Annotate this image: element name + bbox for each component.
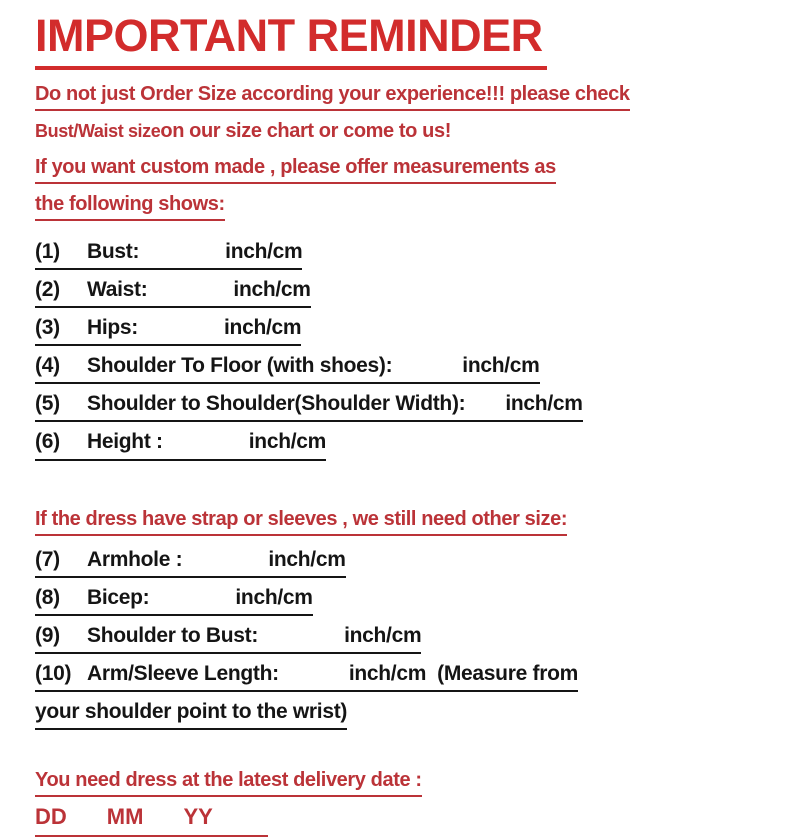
date-field-mm: MM	[106, 804, 144, 830]
page-title: IMPORTANT REMINDER	[35, 12, 547, 70]
date-fields	[35, 804, 268, 836]
measurement-item-10-continuation: your shoulder point to the wrist)	[35, 700, 347, 730]
strap-note-row	[35, 507, 770, 536]
item-number: (3)	[35, 315, 60, 339]
measurement-row	[35, 548, 770, 578]
measurement-item-1	[35, 240, 302, 270]
bust-waist-emphasis: Bust/Waist size	[35, 120, 161, 141]
measurement-row	[35, 662, 770, 692]
item-label: Bicep:	[87, 585, 150, 609]
date-field-dd: DD	[35, 804, 67, 830]
measurement-row	[35, 240, 770, 270]
measurement-row	[35, 316, 770, 346]
measurement-item-3	[35, 316, 301, 346]
item-label: Shoulder to Shoulder(Shoulder Width):	[87, 392, 466, 416]
item-unit: inch/cm	[235, 585, 313, 609]
item-unit: inch/cm	[505, 392, 583, 416]
measurement-item-4	[35, 354, 540, 384]
item-unit: inch/cm	[225, 239, 303, 263]
item-label: Bust:	[87, 239, 140, 263]
order-size-warning: Do not just Order Size according your experience!!! please check	[35, 82, 630, 111]
delivery-row	[35, 768, 770, 797]
date-field-yy: YY	[183, 804, 213, 830]
measurement-list-extra	[35, 548, 770, 731]
strap-sleeves-note: If the dress have strap or sleeves , we still need other size:	[35, 507, 567, 536]
title-row	[35, 12, 770, 70]
item-label: Armhole :	[87, 547, 183, 571]
measurement-row	[35, 586, 770, 616]
item-number: (4)	[35, 354, 60, 378]
item-unit: inch/cm	[462, 354, 540, 378]
measurement-item-6	[35, 430, 326, 460]
size-chart-row	[35, 119, 770, 146]
item-unit: inch/cm	[268, 547, 346, 571]
measurement-item-9	[35, 624, 421, 654]
measurement-row	[35, 354, 770, 384]
custom-made-note-line2: the following shows:	[35, 192, 225, 221]
item-label: Shoulder To Floor (with shoes):	[87, 354, 393, 378]
custom-made-row-1	[35, 155, 770, 184]
item-number: (2)	[35, 277, 60, 301]
measurement-row	[35, 278, 770, 308]
custom-made-row-2	[35, 192, 770, 221]
measurement-row	[35, 624, 770, 654]
item-label: Waist:	[87, 277, 148, 301]
item-label: Arm/Sleeve Length:	[87, 661, 279, 685]
measurement-item-5	[35, 392, 583, 422]
item-measure-hint: (Measure from	[426, 661, 578, 685]
item-label: Height :	[87, 430, 163, 454]
item-number: (9)	[35, 623, 60, 647]
measurement-row	[35, 430, 770, 460]
item-unit: inch/cm	[233, 277, 311, 301]
measurement-item-10	[35, 662, 578, 692]
date-fields-row	[35, 804, 770, 836]
measurement-item-7	[35, 548, 346, 578]
measurement-row	[35, 392, 770, 422]
delivery-date-note: You need dress at the latest delivery date :	[35, 768, 422, 797]
warning-row	[35, 82, 770, 111]
item-label: Shoulder to Bust:	[87, 623, 259, 647]
size-chart-note: on our size chart or come to us!	[160, 119, 451, 142]
item-unit: inch/cm	[348, 661, 427, 685]
item-number: (10)	[35, 661, 72, 685]
item-number: (5)	[35, 392, 60, 416]
item-unit: inch/cm	[248, 430, 327, 454]
item-label: Hips:	[87, 315, 139, 339]
custom-made-note-line1: If you want custom made , please offer measurements as	[35, 155, 556, 184]
item-number: (8)	[35, 585, 60, 609]
measurement-list-basic	[35, 240, 770, 461]
item-unit: inch/cm	[344, 623, 422, 647]
item-number: (1)	[35, 239, 60, 263]
measurement-item-2	[35, 278, 311, 308]
measurement-item-8	[35, 586, 313, 616]
measurement-row	[35, 700, 770, 730]
item-number: (6)	[35, 430, 60, 454]
item-number: (7)	[35, 547, 60, 571]
item-unit: inch/cm	[224, 315, 302, 339]
